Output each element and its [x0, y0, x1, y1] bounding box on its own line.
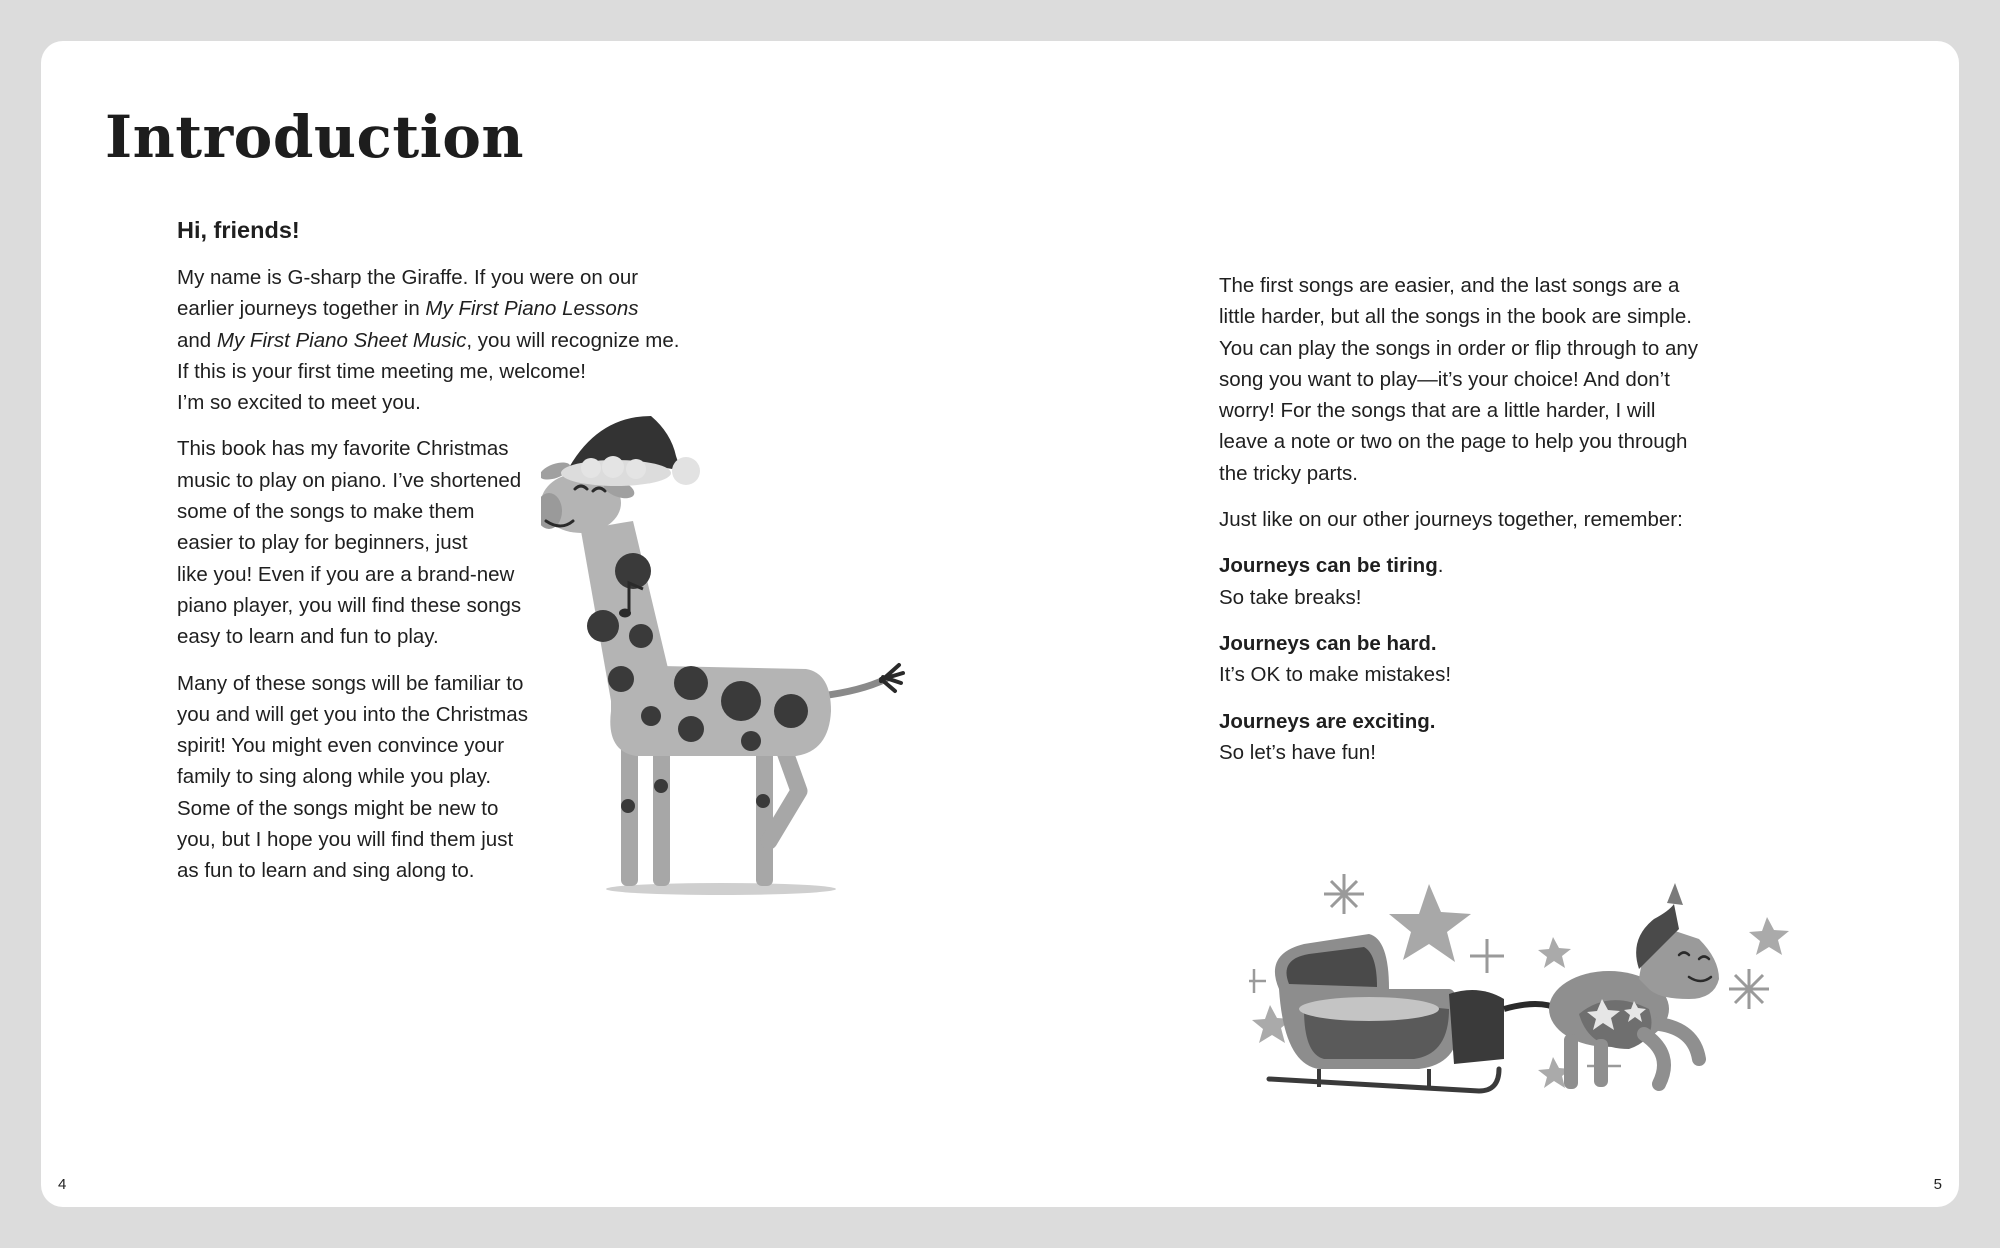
book-spread	[41, 41, 1959, 1207]
text-line: little harder, but all the songs in the book are simple.	[1219, 305, 1692, 329]
text-line: leave a note or two on the page to help you through	[1219, 430, 1688, 454]
text-line: music to play on piano. I’ve shortened	[177, 468, 522, 492]
text-line: as fun to learn and sing along to.	[177, 859, 475, 883]
reminder-text: It’s OK to make mistakes!	[1219, 663, 1452, 687]
book-title-sheet-music: My First Piano Sheet Music	[216, 328, 467, 352]
text-line: Some of the songs might be new to	[177, 796, 499, 820]
reminder-1	[1219, 550, 1779, 613]
reminder-3	[1219, 706, 1779, 769]
reminder-heading	[1219, 706, 1779, 737]
book-title-lessons: My First Piano Lessons	[425, 297, 639, 321]
text-line: My name is G-sharp the Giraffe. If you were on our	[177, 266, 639, 289]
text-line	[177, 325, 717, 356]
reminder-tail: .	[1437, 554, 1444, 578]
text-line: I’m so excited to meet you.	[177, 391, 421, 415]
greeting: Hi, friends!	[177, 217, 300, 243]
reminder-2	[1219, 628, 1779, 691]
text-run: and	[177, 328, 217, 352]
text-line: spirit! You might even convince your	[177, 734, 505, 758]
reminder-bold: Journeys can be tiring	[1219, 554, 1438, 578]
text-line: you and will get you into the Christmas	[177, 702, 528, 726]
text-line: Many of these songs will be familiar to	[177, 671, 524, 695]
text-line	[177, 293, 717, 324]
text-line: song you want to play—it’s your choice! And don’t	[1219, 367, 1670, 391]
text-run: , you will recognize me.	[466, 328, 680, 352]
text-line: This book has my favorite Christmas	[177, 437, 509, 461]
reminder-heading	[1219, 550, 1779, 581]
text-line: You can play the songs in order or flip through to any	[1219, 336, 1699, 360]
reminder-bold: Journeys can be hard.	[1219, 631, 1437, 655]
reminder-text: So let’s have fun!	[1219, 740, 1376, 764]
reminder-text: So take breaks!	[1219, 585, 1362, 609]
text-run: earlier journeys together in	[177, 297, 426, 321]
text-line: If this is your first time meeting me, welcome!	[177, 359, 586, 383]
reminder-heading	[1219, 628, 1779, 659]
text-line: piano player, you will find these songs	[177, 593, 522, 617]
text-line: you, but I hope you will find them just	[177, 828, 514, 852]
page-title: Introduction	[105, 103, 525, 171]
text-line: The first songs are easier, and the last songs are a	[1219, 274, 1680, 297]
text-line: worry! For the songs that are a little harder, I will	[1219, 399, 1656, 423]
text-line: easier to play for beginners, just	[177, 531, 468, 555]
text-line: family to sing along while you play.	[177, 765, 492, 789]
sleigh-icon	[1249, 859, 1809, 1121]
intro-paragraph-1	[177, 262, 717, 418]
page-number-right: 5	[1933, 1176, 1942, 1193]
right-paragraph-1	[1219, 270, 1779, 489]
page-number-left: 4	[58, 1176, 67, 1193]
right-paragraph-2: Just like on our other journeys together, remember:	[1219, 508, 1683, 532]
text-line: the tricky parts.	[1219, 461, 1358, 485]
text-line: some of the songs to make them	[177, 500, 475, 524]
right-page-text	[1219, 270, 1779, 783]
giraffe-icon	[541, 411, 941, 901]
reminder-bold: Journeys are exciting.	[1219, 709, 1436, 733]
text-line: easy to learn and fun to play.	[177, 625, 439, 649]
text-line: like you! Even if you are a brand-new	[177, 562, 515, 586]
